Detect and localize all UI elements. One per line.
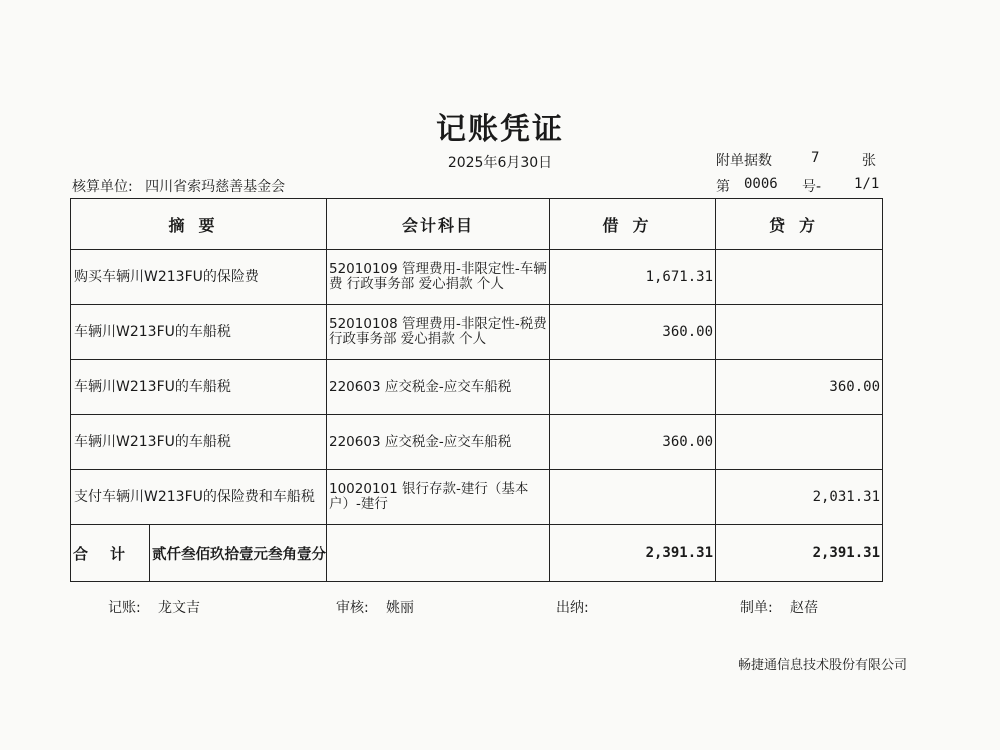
row-debit (550, 360, 716, 415)
header-debit: 借方 (550, 199, 716, 250)
row-summary: 车辆川W213FU的车船税 (71, 305, 327, 360)
row-credit (716, 305, 883, 360)
reviewer-name: 姚丽 (386, 600, 414, 616)
row-account: 52010108 管理费用-非限定性-税费 行政事务部 爱心捐款 个人 (327, 305, 550, 360)
table-row (71, 415, 883, 470)
accounting-unit-label: 核算单位: (72, 179, 133, 195)
voucher-number-value: 0006 (744, 176, 778, 192)
header-account: 会计科目 (327, 199, 550, 250)
row-debit: 360.00 (550, 415, 716, 470)
row-credit: 360.00 (716, 360, 883, 415)
reviewer-label: 审核: (336, 600, 369, 616)
row-summary: 购买车辆川W213FU的保险费 (71, 250, 327, 305)
row-debit: 360.00 (550, 305, 716, 360)
row-debit (550, 470, 716, 525)
preparer-label: 制单: (740, 600, 773, 616)
row-credit (716, 415, 883, 470)
voucher-number-prefix: 第 (716, 179, 730, 195)
table-header-row (71, 199, 883, 250)
accounting-unit (72, 176, 285, 196)
row-account: 220603 应交税金-应交车船税 (327, 360, 550, 415)
header-summary: 摘要 (71, 199, 327, 250)
row-account: 10020101 银行存款-建行（基本户）-建行 (327, 470, 550, 525)
cashier-label: 出纳: (556, 600, 589, 616)
attachments-unit: 张 (862, 153, 876, 169)
row-summary: 车辆川W213FU的车船税 (71, 360, 327, 415)
bookkeeper-label: 记账: (108, 600, 141, 616)
accounting-unit-name: 四川省索玛慈善基金会 (145, 179, 286, 195)
total-row (71, 525, 883, 582)
row-summary: 车辆川W213FU的车船税 (71, 415, 327, 470)
row-account: 52010109 管理费用-非限定性-车辆费 行政事务部 爱心捐款 个人 (327, 250, 550, 305)
voucher-title: 记账凭证 (436, 112, 564, 147)
software-company: 畅捷通信息技术股份有限公司 (738, 658, 908, 673)
table-row (71, 250, 883, 305)
row-summary: 支付车辆川W213FU的保险费和车船税 (71, 470, 327, 525)
attachments-label: 附单据数 (716, 153, 772, 169)
row-debit: 1,671.31 (550, 250, 716, 305)
total-spacer (327, 525, 550, 582)
table-row (71, 470, 883, 525)
voucher-page: 1/1 (854, 176, 880, 192)
row-credit: 2,031.31 (716, 470, 883, 525)
table-row (71, 360, 883, 415)
row-account: 220603 应交税金-应交车船税 (327, 415, 550, 470)
total-amount-in-words: 贰仟叁佰玖拾壹元叁角壹分 (152, 546, 326, 563)
row-credit (716, 250, 883, 305)
table-row (71, 305, 883, 360)
total-credit: 2,391.31 (716, 525, 883, 582)
attachments-number: 7 (811, 150, 820, 166)
bookkeeper-name: 龙文吉 (158, 600, 200, 616)
voucher-date: 2025年6月30日 (447, 155, 553, 171)
total-label: 合计 (71, 525, 150, 581)
total-debit: 2,391.31 (550, 525, 716, 582)
voucher-number-suffix: 号- (802, 179, 822, 195)
preparer-name: 赵蓓 (790, 600, 818, 616)
voucher-table (70, 198, 883, 582)
total-cell (71, 525, 327, 582)
header-credit: 贷方 (716, 199, 883, 250)
